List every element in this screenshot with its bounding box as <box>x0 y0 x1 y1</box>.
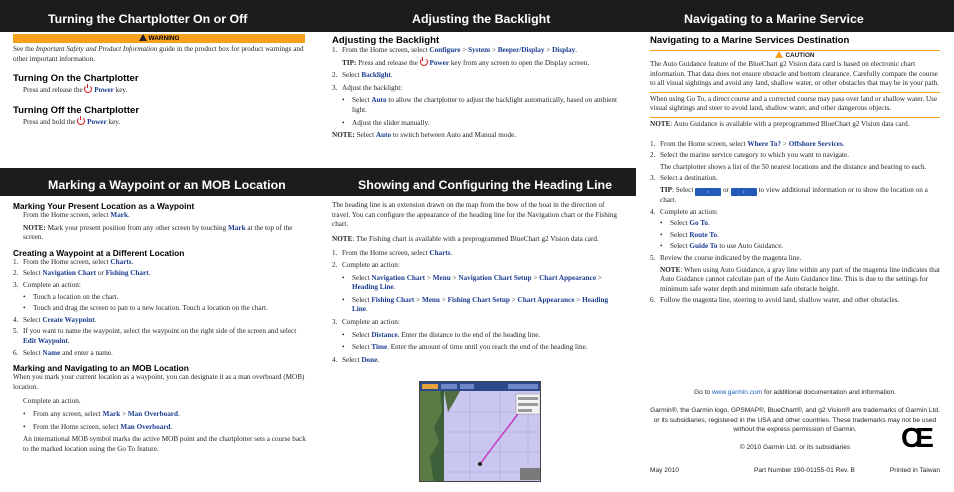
tip-text: TIP: Select ‹ or › to view additional information or to show the location on a chart. <box>660 185 928 204</box>
turn-off-text: Press and hold the Power key. <box>23 117 121 126</box>
note-text: NOTE: When using Auto Guidance, a gray line within any part of the magenta line indicates that Auto Guidance cannot calculate part of the Auto Guidance line. This is due to the settings for minimum safe water depth and minimum safe obstacle height. <box>660 265 940 293</box>
section-marine-service <box>650 35 940 306</box>
previous-button[interactable]: ‹ <box>695 188 721 196</box>
list-item: 4. Select Done. <box>332 355 380 364</box>
bullet-item: • Touch a location on the chart. <box>23 292 119 301</box>
list-item: 3. Select a destination. <box>650 174 718 183</box>
header-waypoint-mob: Marking a Waypoint or an MOB Location <box>0 168 324 196</box>
note-text: NOTE: Auto Guidance is available with a preprogrammed BlueChart g2 Vision data card. <box>650 117 940 130</box>
list-item: 3. Complete an action: <box>13 280 81 289</box>
bullet-item: • Select Auto to allow the chartplotter to adjust the backlight automatically, based on ambient light. <box>342 96 618 114</box>
section-waypoint <box>13 201 309 454</box>
bullet-item: • From any screen, select Mark > Man Overboard. <box>23 409 180 418</box>
power-icon <box>420 58 428 66</box>
footer-info <box>650 388 940 452</box>
bullet-item: • Touch and drag the screen to pan to a new location. Touch a location on the chart. <box>23 304 268 313</box>
header-backlight: Adjusting the Backlight <box>324 0 636 32</box>
note-text: NOTE: Select Auto to switch between Auto and Manual mode. <box>332 131 517 140</box>
list-item: 6. Follow the magenta line, steering to avoid land, shallow water, and other obstacles. <box>650 296 900 305</box>
mob-text: When you mark your current location as a waypoint, you can designate it as a man overboard (MOB) location. <box>13 373 305 391</box>
note-text: NOTE: The Fishing chart is available with a preprogrammed BlueChart g2 Vision data card. <box>332 234 599 243</box>
turn-on-title: Turning On the Chartplotter <box>13 73 139 85</box>
bullet-item: • Select Time. Enter the amount of time until you reach the end of the heading line. <box>342 343 588 352</box>
bullet-item: • From the Home screen, select Man Overboard. <box>23 422 173 431</box>
waypoint-text: From the Home screen, select Mark. <box>23 211 130 219</box>
list-item: 4. Select Create Waypoint. <box>13 315 97 324</box>
list-item: 2. Select the marine service category to which you want to navigate. <box>650 151 850 160</box>
mob-action-text: Complete an action. <box>23 397 81 406</box>
list-item: 2. Select Backlight. <box>332 71 393 80</box>
waypoint-title: Marking Your Present Location as a Waypoint <box>13 201 195 211</box>
list-item: 5. If you want to name the waypoint, select the waypoint on the right side of the screen and select Edit Waypoint. <box>13 327 297 345</box>
marine-service-title: Navigating to a Marine Services Destination <box>650 35 850 46</box>
list-item: 1. From the Home screen, select Charts. <box>13 257 134 266</box>
list-item: 1. From the Home screen, select Where To? > Offshore Services. <box>650 139 845 148</box>
section-heading-line <box>332 201 624 365</box>
warning-icon <box>139 34 147 41</box>
chart-screenshot-image <box>419 381 541 482</box>
bullet-item: • Select Navigation Chart > Menu > Navigation Chart Setup > Chart Appearance > Heading Line. <box>342 273 602 292</box>
caution-text-2: When using Go To, a direct course and a corrected course may pass over land or shallow water. Use visual sightings and steer to avoid land, shallow water, and other dangerous objects. <box>650 92 940 114</box>
tip-text: TIP: Press and release the Power key from any screen to open the Display screen. <box>342 58 590 67</box>
printed-in: Printed in Taiwan <box>889 467 940 474</box>
list-item: 1. From the Home screen, select Configure > System > Beeper/Display > Display. <box>332 46 578 54</box>
list-item: 2. Complete an action: <box>332 260 400 269</box>
date-text: May 2010 <box>650 467 679 474</box>
bullet-item: • Select Guide To to use Auto Guidance. <box>660 242 784 251</box>
create-waypoint-title: Creating a Waypoint at a Different Location <box>13 247 185 258</box>
bullet-item: • Select Go To. <box>660 219 710 228</box>
section-power <box>13 34 305 127</box>
bullet-item: • Adjust the slider manually. <box>342 118 430 127</box>
mob-title: Marking and Navigating to an MOB Location <box>13 363 189 374</box>
bullet-item: • Select Distance. Enter the distance to the end of the heading line. <box>342 330 541 339</box>
list-item: 1. From the Home screen, select Charts. <box>332 249 453 258</box>
list-item: 2. Select Navigation Chart or Fishing Chart. <box>13 269 151 278</box>
power-icon <box>84 85 92 93</box>
list-item: 5. Review the course indicated by the magenta line. <box>650 253 802 262</box>
warning-text: See the Important Safety and Product Information guide in the product box for product warnings and other important information. <box>13 45 304 63</box>
note-text: NOTE: Mark your present position from any other screen by touching Mark at the top of the screen. <box>23 223 293 242</box>
list-item: 3. Adjust the backlight: <box>332 83 403 92</box>
list-item: 3. Complete an action: <box>332 317 400 326</box>
turn-on-text: Press and release the Power key. <box>23 86 128 95</box>
header-heading-line: Showing and Configuring the Heading Line <box>324 168 636 196</box>
turn-off-title: Turning Off the Chartplotter <box>13 104 140 116</box>
list-item: 6. Select Name and enter a name. <box>13 348 113 357</box>
footer-bottom <box>650 466 940 476</box>
part-number: Part Number 190-01155-01 Rev. B <box>753 467 855 474</box>
next-button[interactable]: › <box>731 188 757 196</box>
ce-mark-logo: CE <box>901 422 928 453</box>
more-info-text: Go to www.garmin.com for additional documentation and information. <box>694 389 896 396</box>
section-backlight <box>332 35 624 141</box>
caution-text: The Auto Guidance feature of the BlueChart g2 Vision data card is based on electronic chart information. That data does not ensure obstacle and bottom clearance. Carefully compare the course to all visual sightings and avoid any land, shallow water, or other obstacles that may be in your path. <box>650 60 939 88</box>
power-icon <box>77 117 85 125</box>
caution-banner: CAUTION <box>650 50 940 60</box>
caution-icon <box>775 51 783 58</box>
garmin-website-link[interactable]: www.garmin.com <box>711 389 763 396</box>
header-marine-service: Navigating to a Marine Service <box>636 0 954 32</box>
bullet-item: • Select Fishing Chart > Menu > Fishing Chart Setup > Chart Appearance > Heading Line. <box>342 295 609 314</box>
fishing-chart-image <box>420 382 541 482</box>
list-item: 4. Complete an action: <box>650 207 718 216</box>
header-chartplotter-on-off: Turning the Chartplotter On or Off <box>0 0 324 32</box>
bullet-item: • Select Route To. <box>660 230 719 239</box>
mob-end-text: An international MOB symbol marks the active MOB point and the chartplotter sets a course back to the marked location using the Go To feature. <box>23 435 306 453</box>
list-note: The chartplotter shows a list of the 50 nearest locations and the distance and bearing to each. <box>660 162 927 171</box>
warning-banner: WARNING <box>13 34 305 43</box>
heading-intro: The heading line is an extension drawn on the map from the bow of the boat in the direction of travel. You can configure the appearance of the heading line for the Navigation chart or the Fishing chart. <box>332 201 618 229</box>
trademark-text: Garmin®, the Garmin logo, GPSMAP®, BlueChart®, and g2 Vision® are trademarks of Garmin Ltd. or its subsidiaries, registered in the USA and other countries. These trademarks may not be used without the express permission of Garmin. <box>650 407 940 434</box>
copyright-text: © 2010 Garmin Ltd. or its subsidiaries <box>739 443 851 451</box>
backlight-title: Adjusting the Backlight <box>332 35 440 46</box>
